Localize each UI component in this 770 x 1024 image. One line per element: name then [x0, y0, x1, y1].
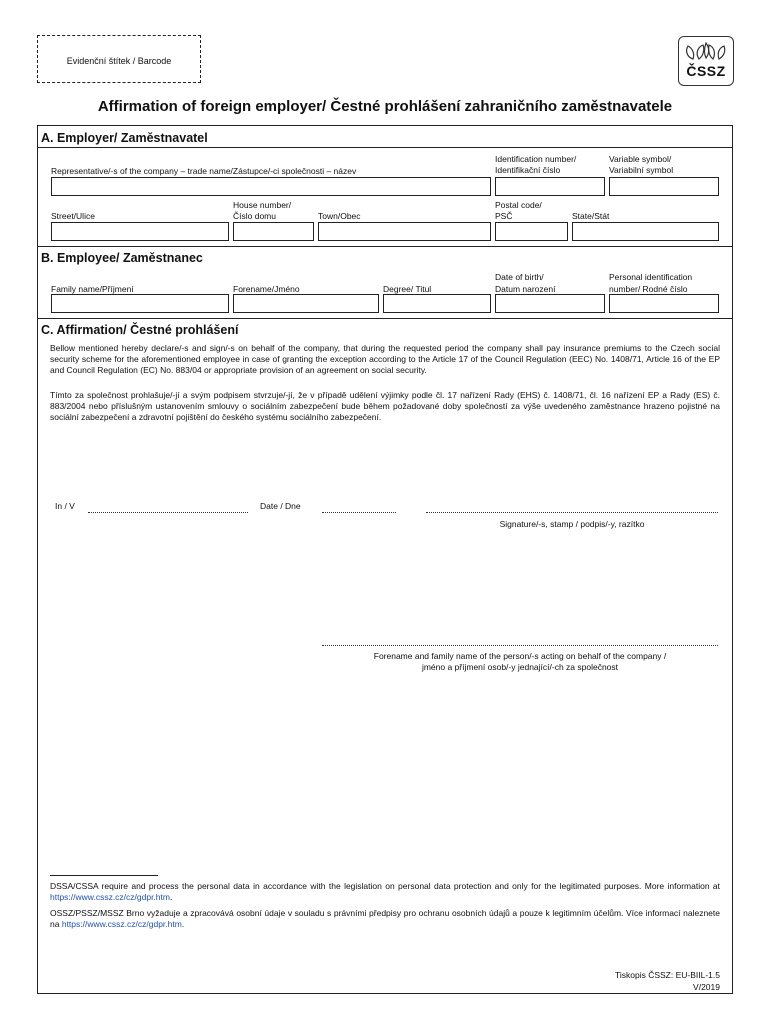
form-date: V/2019 — [693, 982, 720, 992]
id-number-input[interactable] — [495, 177, 605, 196]
barcode-label: Evidenční štítek / Barcode — [66, 56, 172, 66]
gdpr-text-cz-body: OSSZ/PSSZ/MSSZ Brno vyžaduje a zpracovává osobní údaje v souladu s právními předpisy pro ochranu osobních údajů a pouze k legitimním účelům. Více informací naleznete na — [50, 908, 720, 929]
dob-label-1: Date of birth/ — [495, 272, 544, 282]
forename-label: Forename/Jméno — [233, 284, 300, 294]
house-number-label-2: Číslo domu — [233, 211, 276, 221]
gdpr-text-cz: OSSZ/PSSZ/MSSZ Brno vyžaduje a zpracovává osobní údaje v souladu s právními předpisy pro ochranu osobních údajů a pouze k legitimním účelům. Více informací naleznete na https://www.cssz.cz/cz/gdpr.htm. — [50, 908, 720, 929]
town-input[interactable] — [318, 222, 491, 241]
pin-label-2: number/ Rodné číslo — [609, 284, 688, 294]
pin-input[interactable] — [609, 294, 719, 313]
leaf-icon — [679, 39, 733, 65]
degree-input[interactable] — [383, 294, 491, 313]
affirmation-text-cz: Tímto za společnost prohlašuje/-jí a svým podpisem stvrzuje/-jí, že v případě udělení výjimky podle čl. 17 nařízení Rady (EHS) č. 1408/71, čl. 16 nařízení EP a Rady (ES) č. 883/2004 nebo příslušným ustanovením smlouvy o sociálním zabezpečení bude během požadované doby společností za výše uvedeného zaměstnance hrazeno pojistné na sociální zabezpečení a zdravotní pojištění do českého systému sociálního zabezpečení. — [50, 390, 720, 422]
person-name-input[interactable] — [322, 645, 718, 646]
house-number-input[interactable] — [233, 222, 314, 241]
place-input[interactable] — [88, 512, 248, 513]
family-name-label: Family name/Příjmení — [51, 284, 134, 294]
forename-input[interactable] — [233, 294, 379, 313]
page-title: Affirmation of foreign employer/ Čestné prohlášení zahraničního zaměstnavatele — [97, 98, 673, 115]
id-number-label-2: Identifikační číslo — [495, 165, 561, 175]
signature-input[interactable] — [426, 512, 718, 513]
gdpr-link[interactable]: https://www.cssz.cz/cz/gdpr.htm — [61, 919, 182, 929]
state-input[interactable] — [572, 222, 719, 241]
street-input[interactable] — [51, 222, 229, 241]
representative-label: Representative/-s of the company – trade name/Zástupce/-ci společnosti – název — [51, 166, 357, 176]
footnote-rule — [50, 875, 158, 876]
dob-label-2: Datum narození — [495, 284, 556, 294]
state-label: State/Stát — [572, 211, 610, 221]
gdpr-text-en: DSSA/CSSA require and process the personal data in accordance with the legislation on personal data protection and only for the legitimated purposes. More information at https://www.cssz.cz/cz/gdpr.htm. — [50, 881, 720, 902]
place-label: In / V — [55, 501, 75, 511]
gdpr-text-en-body: DSSA/CSSA require and process the personal data in accordance with the legislation on personal data protection and only for the legitimated purposes. More information at — [50, 881, 720, 891]
affirmation-text-en: Bellow mentioned hereby declare/-s and sign/-s on behalf of the company, that during the requested period the company shall pay insurance premiums to the Czech social security scheme for the aforementioned employee in case of granting the exception according to the Article 17 of the Council Regulation (EEC) No. 1408/71, Article 16 of the EP and Council Regulation (EC) No. 883/04 or appropriate provision of an agreement on social security. — [50, 343, 720, 375]
divider — [37, 318, 733, 319]
variable-symbol-input[interactable] — [609, 177, 719, 196]
dob-input[interactable] — [495, 294, 605, 313]
section-b-title: B. Employee/ Zaměstnanec — [41, 251, 203, 265]
house-number-label-1: House number/ — [233, 200, 292, 210]
variable-symbol-label-2: Variabilní symbol — [609, 165, 674, 175]
divider — [37, 246, 733, 247]
postal-code-label-2: PSČ — [495, 211, 513, 221]
section-c-title: C. Affirmation/ Čestné prohlášení — [41, 323, 239, 337]
person-label-1: Forename and family name of the person/-s acting on behalf of the company / — [373, 651, 667, 661]
street-label: Street/Ulice — [51, 211, 95, 221]
postal-code-input[interactable] — [495, 222, 568, 241]
divider — [37, 147, 733, 148]
logo-text: ČSSZ — [686, 63, 726, 79]
cssz-logo — [678, 36, 734, 86]
representative-input[interactable] — [51, 177, 491, 196]
degree-label: Degree/ Titul — [383, 284, 432, 294]
form-id: Tiskopis ČSSZ: EU-BIIL-1.5 — [614, 970, 720, 980]
section-a-title: A. Employer/ Zaměstnavatel — [41, 131, 208, 145]
variable-symbol-label-1: Variable symbol/ — [609, 154, 672, 164]
pin-label-1: Personal identification — [609, 272, 693, 282]
date-input[interactable] — [322, 512, 396, 513]
id-number-label-1: Identification number/ — [495, 154, 577, 164]
signature-label: Signature/-s, stamp / podpis/-y, razítko — [499, 519, 645, 529]
date-label: Date / Dne — [260, 501, 301, 511]
postal-code-label-1: Postal code/ — [495, 200, 542, 210]
family-name-input[interactable] — [51, 294, 229, 313]
person-label-2: jméno a příjmení osob/-y jednající/-ch za společnost — [421, 662, 619, 672]
gdpr-link[interactable]: https://www.cssz.cz/cz/gdpr.htm — [50, 892, 170, 902]
town-label: Town/Obec — [318, 211, 361, 221]
